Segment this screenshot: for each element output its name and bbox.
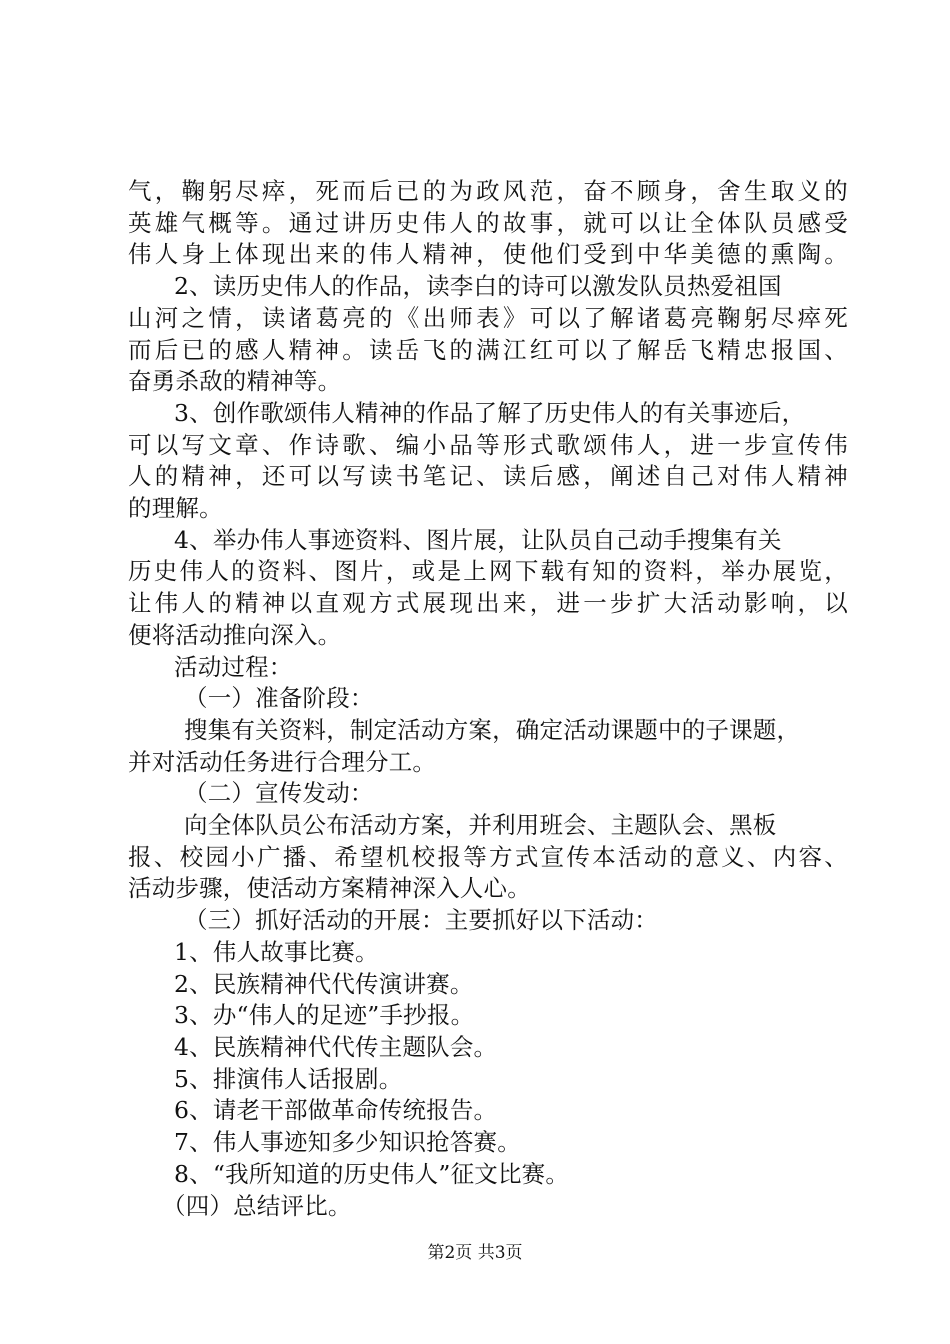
document-body xyxy=(128,176,848,1222)
text-line: 伟人身上体现出来的伟人精神，使他们受到中华美德的熏陶。 xyxy=(128,240,848,269)
page-footer: 第2页 共3页 xyxy=(427,1243,523,1263)
subsection-heading: （二）宣传发动： xyxy=(184,779,374,808)
list-item: 8、“我所知道的历史伟人”征文比赛。 xyxy=(174,1159,570,1188)
list-item: 5、排演伟人话报剧。 xyxy=(174,1064,403,1093)
subsection-heading: （一）准备阶段： xyxy=(184,684,374,713)
text-line: 搜集有关资料，制定活动方案，确定活动课题中的子课题， xyxy=(184,715,801,744)
text-line: 4、举办伟人事迹资料、图片展，让队员自己动手搜集有关 xyxy=(174,525,782,554)
text-line: 气，鞠躬尽瘁，死而后已的为政风范，奋不顾身，舍生取义的 xyxy=(128,177,848,205)
list-item: 6、请老干部做革命传统报告。 xyxy=(174,1096,498,1125)
text-line: 可以写文章、作诗歌、编小品等形式歌颂伟人，进一步宣传伟 xyxy=(128,430,848,459)
text-line: 报、校园小广播、希望机校报等方式宣传本活动的意义、内容、 xyxy=(128,842,848,871)
text-line: 活动步骤，使活动方案精神深入人心。 xyxy=(128,874,531,903)
text-line: 让伟人的精神以直观方式展现出来，进一步扩大活动影响，以 xyxy=(128,589,848,618)
list-item: 4、民族精神代代传主题队会。 xyxy=(174,1032,498,1061)
list-item: 1、伟人故事比赛。 xyxy=(174,937,379,966)
text-line: 奋勇杀敌的精神等。 xyxy=(128,367,342,396)
text-line: 山河之情，读诸葛亮的《出师表》可以了解诸葛亮鞠躬尽瘁死 xyxy=(128,303,848,332)
subsection-heading: （三）抓好活动的开展：主要抓好以下活动： xyxy=(184,906,658,935)
text-line: 3、创作歌颂伟人精神的作品了解了历史伟人的有关事迹后， xyxy=(174,398,806,427)
section-heading: 活动过程： xyxy=(174,652,293,681)
text-line: 向全体队员公布活动方案，并利用班会、主题队会、黑板 xyxy=(184,811,777,840)
text-line: 2、读历史伟人的作品，读李白的诗可以激发队员热爱祖国 xyxy=(174,272,782,301)
text-line: 英雄气概等。通过讲历史伟人的故事，就可以让全体队员感受 xyxy=(128,208,848,237)
list-item: 2、民族精神代代传演讲赛。 xyxy=(174,969,474,998)
text-line: 人的精神，还可以写读书笔记、读后感，阐述自己对伟人精神 xyxy=(128,462,848,491)
text-line: 的理解。 xyxy=(128,494,223,523)
text-line: 而后已的感人精神。读岳飞的满江红可以了解岳飞精忠报国、 xyxy=(128,335,848,364)
text-line: 历史伟人的资料、图片，或是上网下载有知的资料，举办展览， xyxy=(128,557,848,586)
list-item: 3、办“伟人的足迹”手抄报。 xyxy=(174,1001,475,1030)
text-line: 并对活动任务进行合理分工。 xyxy=(128,747,437,776)
list-item: 7、伟人事迹知多少知识抢答赛。 xyxy=(174,1128,521,1157)
text-line: 便将活动推向深入。 xyxy=(128,620,342,649)
subsection-heading: （四）总结评比。 xyxy=(162,1191,352,1220)
